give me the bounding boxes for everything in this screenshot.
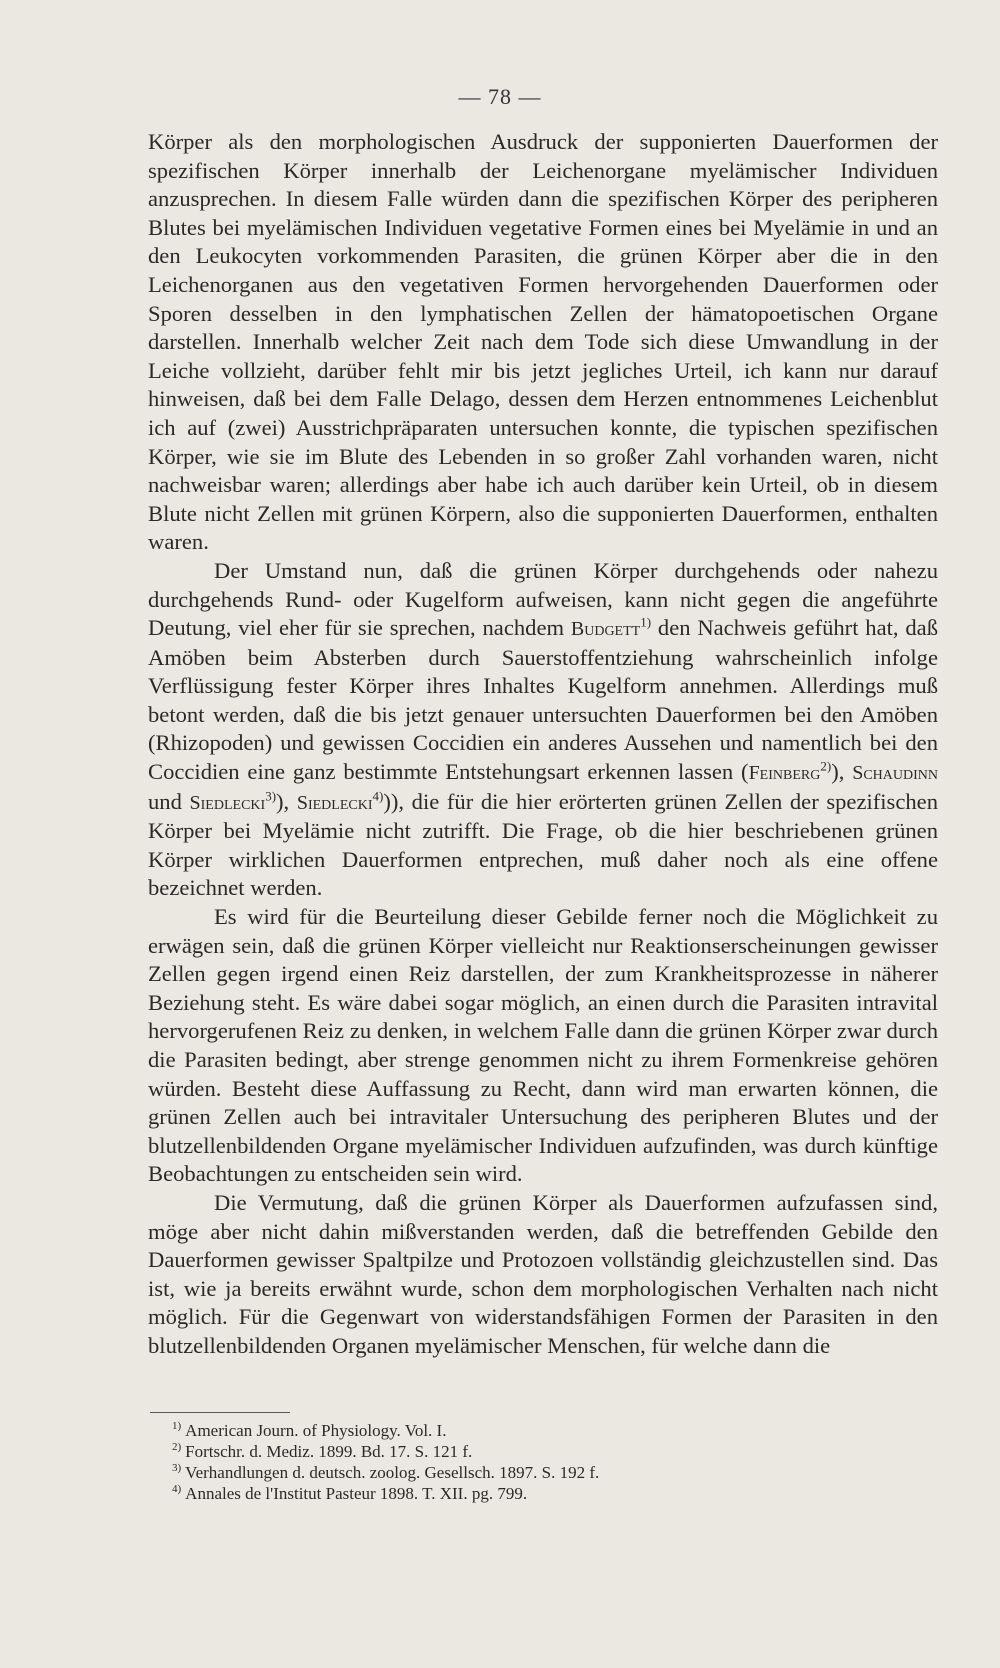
author-name: Schaudinn bbox=[852, 762, 938, 785]
text-run: ), bbox=[276, 788, 297, 814]
text-run: den Nachweis geführt hat, daß Amöben beim Absterben durch Sauerstoffentziehung wahrscheinlich infolge Verflüssigung fester Körper ihres Inhaltes Kugelform annehmen. Allerdings muß betont werden, daß die bis jetzt genauer untersuchten Dauerformen bei den Amöben (Rhizopoden) und gewissen Coccidien ein anderes Aussehen und namentlich bei den Coccidien eine ganz bestimmte Entstehungsart erkennen lassen ( bbox=[148, 615, 938, 785]
footnote bbox=[172, 1462, 872, 1483]
footnote-rule bbox=[150, 1412, 290, 1413]
text-run: und bbox=[148, 788, 190, 814]
body-text bbox=[148, 128, 938, 1361]
footnote-ref: 2) bbox=[820, 758, 832, 774]
footnote bbox=[172, 1483, 872, 1504]
footnote-mark: 3) bbox=[172, 1462, 182, 1475]
footnote-mark: 1) bbox=[172, 1420, 182, 1433]
text-run: ), bbox=[831, 759, 853, 785]
footnote bbox=[172, 1420, 872, 1441]
paragraph: Die Vermutung, daß die grünen Körper als Dauerformen aufzufassen sind, möge aber nicht dahin mißverstanden werden, daß die betreffenden Gebilde den Dauerformen gewisser Spaltpilze und Protozoen vollständig gleichzustellen sind. Das ist, wie ja bereits erwähnt wurde, schon dem morphologischen Verhalten nach nicht möglich. Für die Gegenwart von widerstandsfähigen Formen der Parasiten in den blutzellenbildenden Organen myelämischer Menschen, für welche dann die bbox=[148, 1189, 938, 1358]
page-number: — 78 — bbox=[458, 84, 542, 109]
author-name: Siedlecki bbox=[296, 791, 373, 814]
footnote bbox=[172, 1441, 872, 1462]
footnotes bbox=[172, 1420, 872, 1504]
text-run: Der Umstand nun, daß die grünen Körper durchgehends oder nahezu durchgehends Rund- oder Kugelform aufweisen, kann nicht gegen die angeführte Deutung, viel eher für sie sprechen, nachdem bbox=[148, 557, 938, 641]
paragraph: Es wird für die Beurteilung dieser Gebilde ferner noch die Möglichkeit zu erwägen sein, daß die grünen Körper vielleicht nur Reaktionserscheinungen gewisser Zellen gegen irgend einen Reiz darstellen, der zum Krankheitsprozesse in näherer Beziehung steht. Es wäre dabei sogar möglich, an einen durch die Parasiten intravital hervorgerufenen Reiz zu denken, in welchem Falle dann die grünen Körper zwar durch die Parasiten bedingt, aber strenge genommen nicht zu ihrem Formenkreise gehören würden. Besteht diese Auffassung zu Recht, dann wird man erwarten können, die grünen Zellen auch bei intravitaler Untersuchung des peripheren Blutes und der blutzellenbildenden Organe myelämischer Individuen aufzufinden, was durch künftige Beobachtungen zu entscheiden sein wird. bbox=[148, 904, 938, 1187]
footnote-text: Verhandlungen d. deutsch. zoolog. Gesellsch. 1897. S. 192 f. bbox=[185, 1463, 600, 1482]
footnote-ref: 1) bbox=[640, 614, 652, 630]
author-name: Siedlecki bbox=[189, 791, 266, 814]
footnote-mark: 4) bbox=[172, 1483, 182, 1496]
footnote-text: American Journ. of Physiology. Vol. I. bbox=[185, 1421, 447, 1440]
paragraph: Körper als den morphologischen Ausdruck der supponierten Dauerformen der spezifischen Körper innerhalb der Leichenorgane myelämischer Individuen anzusprechen. In diesem Falle würden dann die spezifischen Körper des peripheren Blutes bei myelämischen Individuen vegetative Formen eines bei Myelämie in und an den Leukocyten vorkommenden Parasiten, die grünen Körper aber die in den Leichenorganen aus den vegetativen Formen hervorgehenden Dauerformen oder Sporen desselben in den lymphatischen Zellen der hämatopoetischen Organe darstellen. Innerhalb welcher Zeit nach dem Tode sich diese Umwandlung in der Leiche vollzieht, darüber fehlt mir bis jetzt jegliches Urteil, ich kann nur darauf hinweisen, daß bei dem Falle Delago, dessen dem Herzen entnommenes Leichenblut ich auf (zwei) Ausstrichpräparaten untersuchen konnte, die typischen spezifischen Körper, wie sie im Blute des Lebenden in so großer Zahl vorhanden waren, nicht nachweisbar waren; allerdings aber habe ich auch darüber kein Urteil, ob in diesem Blute nicht Zellen mit grünen Körpern, also die supponierten Dauerformen, enthalten waren. bbox=[148, 129, 938, 555]
footnote-mark: 2) bbox=[172, 1441, 182, 1454]
text-run: )), die für die hier erörterten grünen Zellen der spezifischen Körper bei Myelämie nicht zutrifft. Die Frage, ob die hier beschriebenen grünen Körper wirklichen Dauerformen entprechen, muß daher noch als eine offene bezeichnet werden. bbox=[148, 788, 939, 901]
footnote-ref: 3) bbox=[265, 788, 277, 804]
author-name: Feinberg bbox=[748, 762, 821, 785]
footnote-text: Annales de l'Institut Pasteur 1898. T. XII. pg. 799. bbox=[185, 1484, 528, 1503]
footnote-ref: 4) bbox=[372, 788, 384, 804]
author-name: Budgett bbox=[570, 618, 641, 641]
footnote-text: Fortschr. d. Mediz. 1899. Bd. 17. S. 121 f. bbox=[185, 1442, 473, 1461]
paragraph bbox=[148, 557, 938, 903]
